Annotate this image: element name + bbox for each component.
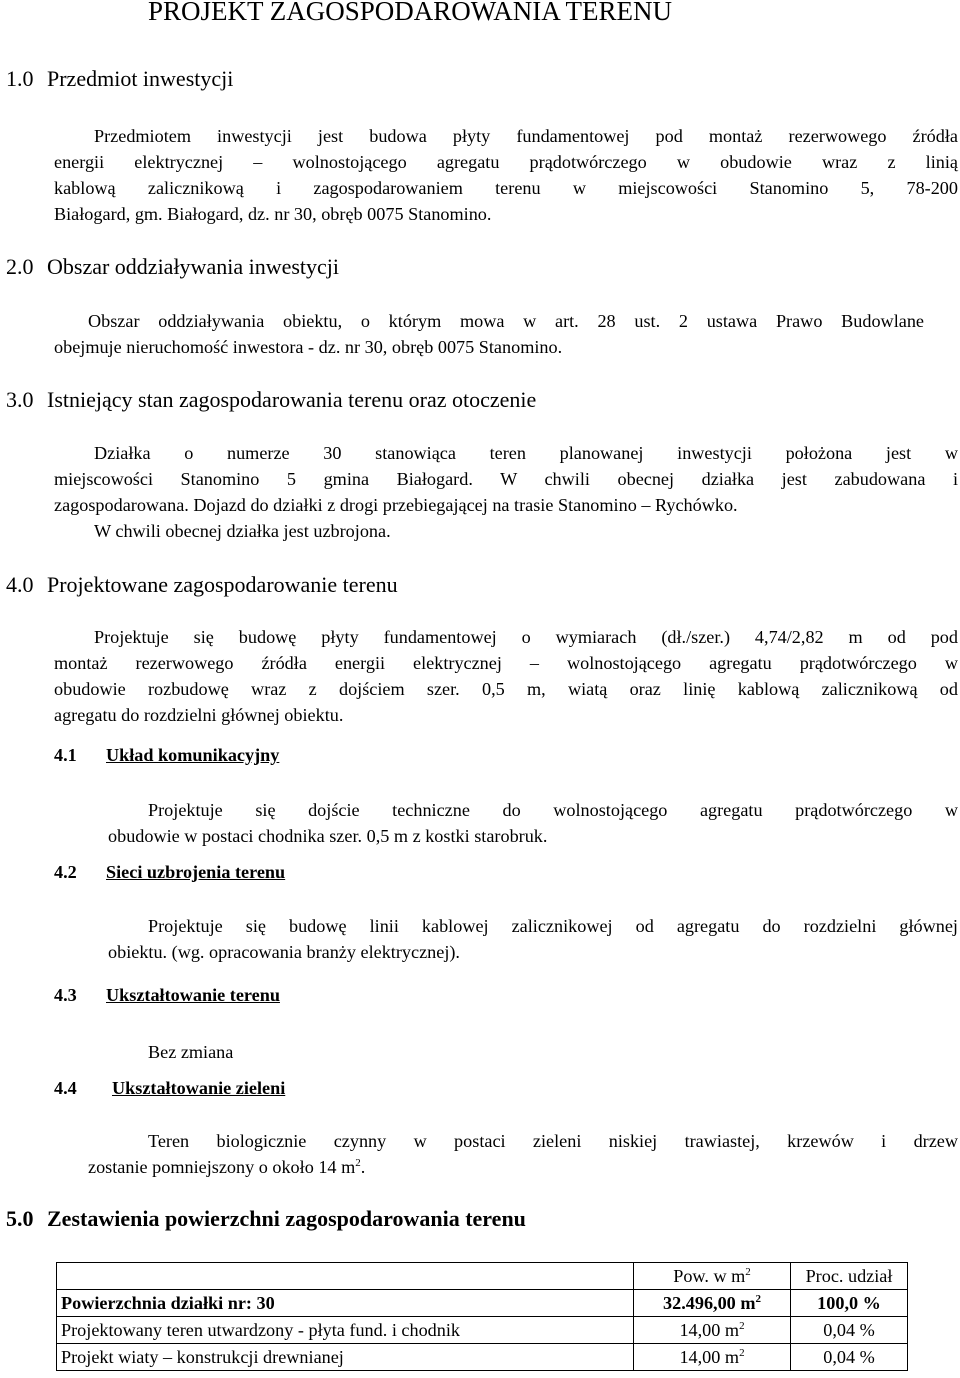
table-header-cell	[57, 1263, 634, 1290]
text-fragment: 14,00 m	[679, 1320, 740, 1340]
table-row	[57, 1344, 908, 1371]
subsection-4-1-body	[108, 797, 958, 849]
section-2-body	[54, 308, 924, 360]
section-number: 5.0	[6, 1206, 34, 1231]
paragraph-line: Projektuje się budowę linii kablowej zalicznikowej od agregatu do rozdzielni głównej	[148, 916, 958, 936]
superscript: 2	[755, 1292, 761, 1305]
subsection-title: Ukształtowanie terenu	[106, 985, 280, 1005]
superscript: 2	[739, 1319, 745, 1332]
table-cell: 0,04 %	[791, 1344, 908, 1371]
section-3-body	[54, 440, 958, 544]
table-header-cell: Proc. udział	[791, 1263, 908, 1290]
paragraph-line: obejmuje nieruchomość inwestora - dz. nr 30, obręb 0075 Stanomino.	[54, 337, 563, 357]
subsection-number: 4.1	[54, 745, 77, 765]
table-cell: 0,04 %	[791, 1317, 908, 1344]
paragraph-line: Bez zmiana	[148, 1042, 234, 1062]
subsection-4-3-body	[148, 1039, 233, 1065]
table-cell: Powierzchnia działki nr: 30	[57, 1290, 634, 1317]
section-4-body	[54, 624, 958, 728]
paragraph-line	[88, 1154, 958, 1180]
section-number: 1.0	[6, 66, 34, 91]
subsection-title: Ukształtowanie zieleni	[112, 1078, 286, 1098]
paragraph-line: energii elektrycznej – wolnostojącego agregatu prądotwórczego w obudowie wraz z linią	[54, 152, 958, 172]
subsection-4-2-body	[108, 913, 958, 965]
section-title: Projektowane zagospodarowanie terenu	[47, 572, 398, 597]
paragraph-line: Teren biologicznie czynny w postaci zieleni niskiej trawiastej, krzewów i drzew	[148, 1131, 958, 1151]
table-cell: Projekt wiaty – konstrukcji drewnianej	[57, 1344, 634, 1371]
section-title: Przedmiot inwestycji	[47, 66, 234, 91]
paragraph-line: Działka o numerze 30 stanowiąca teren planowanej inwestycji położona jest w	[94, 443, 958, 463]
subsection-4-3-heading	[54, 985, 280, 1006]
paragraph-line: kablową zalicznikową i zagospodarowaniem terenu w miejscowości Stanomino 5, 78-200	[54, 178, 958, 198]
table-cell	[634, 1317, 791, 1344]
subsection-number: 4.4	[54, 1078, 77, 1098]
subsection-title: Sieci uzbrojenia terenu	[106, 862, 286, 882]
paragraph-line: Przedmiotem inwestycji jest budowa płyty fundamentowej pod montaż rezerwowego źródła	[94, 126, 958, 146]
section-3-heading	[6, 387, 536, 413]
section-4-heading	[6, 572, 398, 598]
paragraph-line: W chwili obecnej działka jest uzbrojona.	[94, 521, 391, 541]
paragraph-line: montaż rezerwowego źródła energii elektrycznej – wolnostojącego agregatu prądotwórczego w	[54, 653, 958, 673]
subsection-4-4-body	[88, 1128, 958, 1180]
paragraph-line: agregatu do rozdzielni głównej obiektu.	[54, 705, 344, 725]
superscript: 2	[355, 1156, 361, 1169]
text-fragment: Pow. w m	[673, 1266, 746, 1286]
section-title: Obszar oddziaływania inwestycji	[47, 254, 340, 279]
table-cell	[634, 1290, 791, 1317]
table-row	[57, 1290, 908, 1317]
paragraph-line: miejscowości Stanomino 5 gmina Białogard. W chwili obecnej działka jest zabudowana i	[54, 469, 958, 489]
subsection-title: Układ komunikacyjny	[106, 745, 280, 765]
text-fragment: zostanie pomniejszony o około 14 m	[88, 1157, 356, 1177]
superscript: 2	[739, 1346, 745, 1359]
paragraph-line: obudowie rozbudowę wraz z dojściem szer. 0,5 m, wiatą oraz linię kablową zalicznikową od	[54, 679, 958, 699]
area-summary-table	[56, 1262, 908, 1371]
subsection-4-2-heading	[54, 862, 285, 883]
table-cell	[634, 1344, 791, 1371]
paragraph-line: obiektu. (wg. opracowania branży elektrycznej).	[108, 942, 460, 962]
subsection-number: 4.3	[54, 985, 77, 1005]
subsection-4-1-heading	[54, 745, 279, 766]
table-row	[57, 1317, 908, 1344]
paragraph-line: Projektuje się dojście techniczne do wolnostojącego agregatu prądotwórczego w	[148, 800, 958, 820]
paragraph-line: Projektuje się budowę płyty fundamentowej o wymiarach (dł./szer.) 4,74/2,82 m od pod	[94, 627, 958, 647]
section-title: Istniejący stan zagospodarowania terenu oraz otoczenie	[47, 387, 537, 412]
section-title: Zestawienia powierzchni zagospodarowania terenu	[47, 1206, 526, 1231]
paragraph-line: obudowie w postaci chodnika szer. 0,5 m z kostki starobruk.	[108, 826, 548, 846]
section-2-heading	[6, 254, 339, 280]
section-5-heading	[6, 1206, 526, 1232]
text-fragment: 32.496,00 m	[663, 1293, 756, 1313]
table-header-row	[57, 1263, 908, 1290]
paragraph-line: Obszar oddziaływania obiektu, o którym mowa w art. 28 ust. 2 ustawa Prawo Budowlane	[88, 311, 924, 331]
text-fragment: .	[360, 1157, 366, 1177]
section-number: 3.0	[6, 387, 34, 412]
section-1-heading	[6, 66, 233, 92]
paragraph-line: Białogard, gm. Białogard, dz. nr 30, obręb 0075 Stanomino.	[54, 204, 492, 224]
paragraph-line: zagospodarowana. Dojazd do działki z drogi przebiegającej na trasie Stanomino – Rychówko.	[54, 495, 738, 515]
subsection-4-4-heading	[54, 1078, 285, 1099]
table-header-cell	[634, 1263, 791, 1290]
text-fragment: 14,00 m	[679, 1347, 740, 1367]
section-number: 2.0	[6, 254, 34, 279]
document-title: PROJEKT ZAGOSPODAROWANIA TERENU	[148, 0, 673, 26]
superscript: 2	[745, 1265, 751, 1278]
section-1-body	[54, 123, 958, 227]
table-cell: 100,0 %	[791, 1290, 908, 1317]
subsection-number: 4.2	[54, 862, 77, 882]
section-number: 4.0	[6, 572, 34, 597]
table-cell: Projektowany teren utwardzony - płyta fund. i chodnik	[57, 1317, 634, 1344]
